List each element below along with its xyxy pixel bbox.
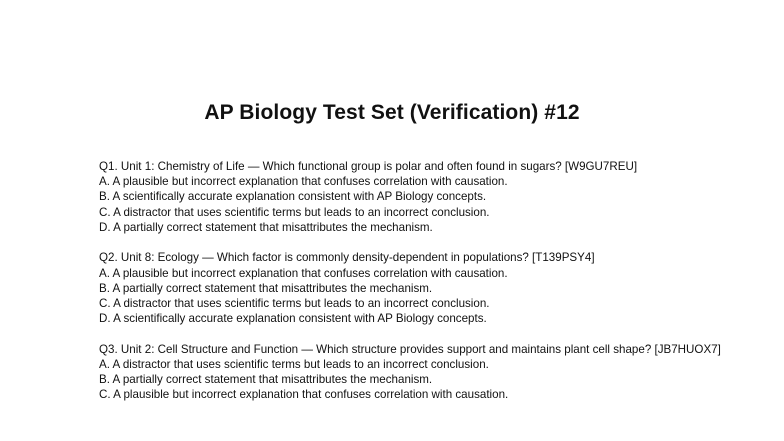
question-3 [99,342,739,403]
page-title: AP Biology Test Set (Verification) #12 [204,101,580,124]
answer-option: D. A partially correct statement that misattributes the mechanism. [99,220,433,234]
question-1 [99,159,739,235]
answer-option: A. A plausible but incorrect explanation that confuses correlation with causation. [99,266,508,280]
answer-option: C. A distractor that uses scientific terms but leads to an incorrect conclusion. [99,205,490,219]
answer-option: B. A partially correct statement that misattributes the mechanism. [99,281,433,295]
answer-option: A. A plausible but incorrect explanation that confuses correlation with causation. [99,175,508,189]
answer-option: B. A partially correct statement that misattributes the mechanism. [99,373,433,387]
answer-option: B. A scientifically accurate explanation consistent with AP Biology concepts. [99,190,487,204]
question-text: Q2. Unit 8: Ecology — Which factor is commonly density-dependent in populations? [T139PSY4] [99,251,595,265]
answer-option: C. A distractor that uses scientific terms but leads to an incorrect conclusion. [99,297,490,311]
question-list [99,159,739,418]
answer-option: A. A distractor that uses scientific terms but leads to an incorrect conclusion. [99,358,489,372]
answer-option: D. A scientifically accurate explanation consistent with AP Biology concepts. [99,312,487,326]
question-2 [99,250,739,326]
question-text: Q3. Unit 2: Cell Structure and Function — Which structure provides support and maintains plant cell shape? [JB7HUOX7] [99,342,721,356]
question-text: Q1. Unit 1: Chemistry of Life — Which functional group is polar and often found in sugars? [W9GU7REU] [99,160,638,173]
answer-option: C. A plausible but incorrect explanation that confuses correlation with causation. [99,388,509,402]
